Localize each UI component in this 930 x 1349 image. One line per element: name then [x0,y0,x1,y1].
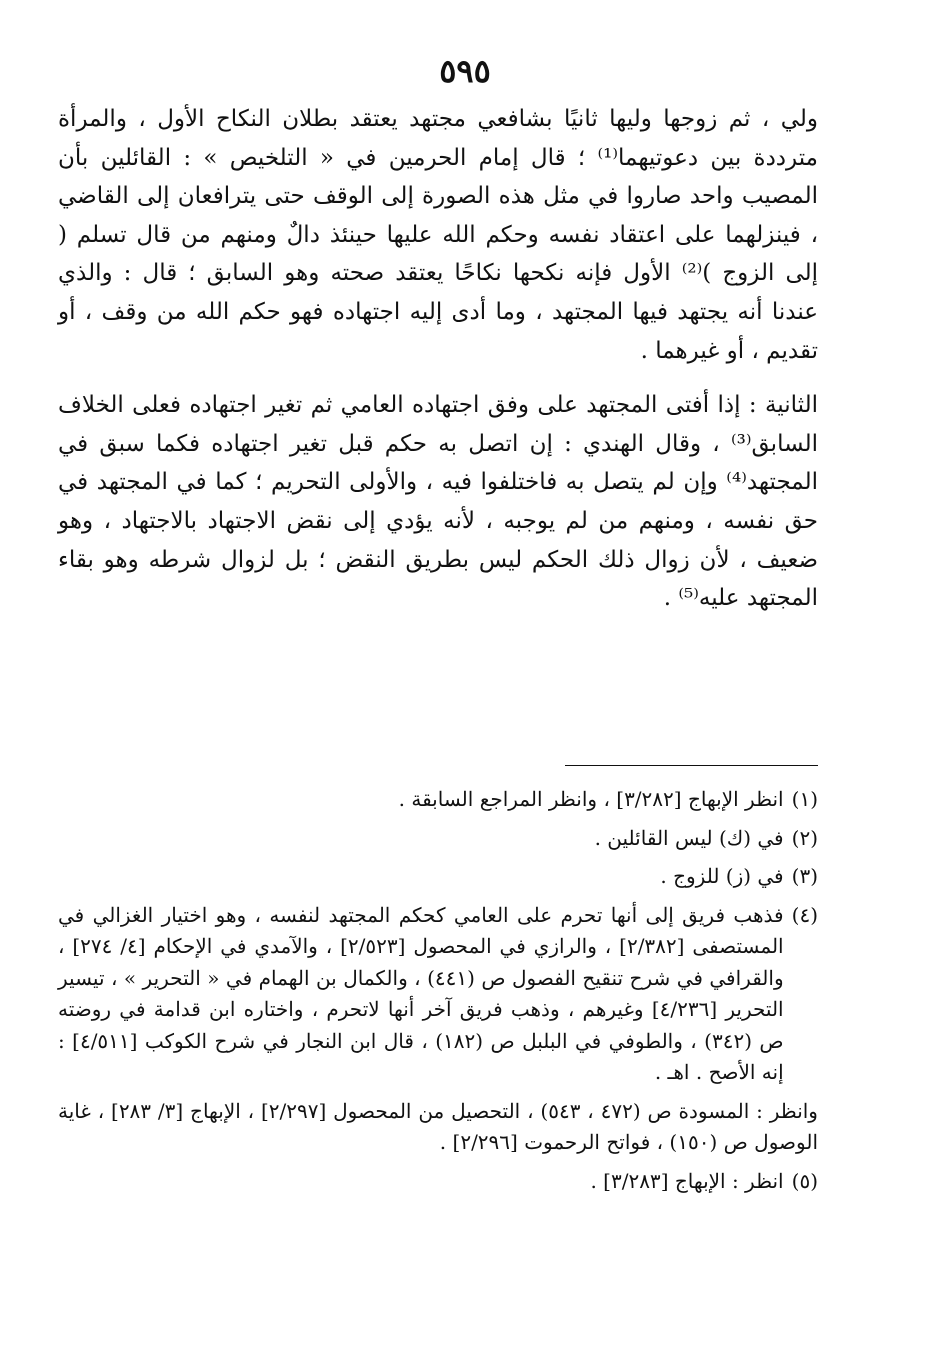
footnote [58,861,818,893]
footnote-continuation: وانظر : المسودة ص (٤٧٢ ، ٥٤٣) ، التحصيل من المحصول [٢/٢٩٧] ، الإبهاج [٣/ ٢٨٣] ، غاية الوصول ص (١٥٠) ، فواتح الرحموت [٢/٢٩٦] . [58,1098,818,1154]
footnote-text: فذهب فريق إلى أنها تحرم على العامي كحكم المجتهد لنفسه ، وهو اختيار الغزالي في المستصفى [٢/٣٨٢] ، والرازي في المحصول [٢/٥٢٣] ، والآمدي في الإحكام [٤/ ٢٧٤] ، والقرافي في شرح تنقيح الفصول ص (٤٤١) ، والكمال بن الهمام في « التحرير » ، تيسير التحرير [٤/٢٣٦] وغيرهم ، وذهب فريق آخر أنها لاتحرم ، واختاره ابن قدامة في روضته ص (٣٤٢) ، والطوفي في البلبل ص (١٨٢) ، قال ابن النجار في شرح الكوكب [٤/٥١١] : إنه الأصح . اهـ . [58,902,784,1084]
footnotes [58,784,818,1204]
footnote-separator [565,765,818,766]
page-number: ٥٩٥ [439,52,491,90]
footnote [58,784,818,816]
footnote [58,823,818,855]
footnote-text: في (ك) ليس القائلين . [594,825,784,850]
footnote-text: في (ز) للزوج . [660,864,784,888]
footnote [58,900,818,1089]
footnote-number: (٤) [791,902,818,927]
paragraph: الثانية : إذا أفتى المجتهد على وفق اجتهاده العامي ثم تغير اجتهاده فعلى الخلاف السابق⁽³⁾ ، وقال الهندي : إن اتصل به حكم قبل تغير اجتهاده فكما سبق في المجتهد⁽⁴⁾ وإن لم يتصل به فاختلفوا فيه ، والأولى التحريم ؛ كما في المجتهد في حق نفسه ، ومنهم من لم يوجبه ، لأنه يؤدي إلى نقض الاجتهاد بالاجتهاد ، وهو ضعيف ، لأن زوال ذلك الحكم ليس بطريق النقض ؛ بل لزوال شرطه وهو بقاء المجتهد عليه⁽⁵⁾ . [58,392,818,612]
footnote-number: (٥) [791,1168,818,1193]
footnote-number: (٢) [791,825,818,850]
footnote-text: انظر : الإبهاج [٣/٢٨٣] . [590,1168,784,1193]
paragraph: ولي ، ثم زوجها وليها ثانيًا بشافعي مجتهد يعتقد بطلان النكاح الأول ، والمرأة مترددة بين دعوتيهما⁽¹⁾ ؛ قال إمام الحرمين في « التلخيص » : القائلين بأن المصيب واحد صاروا في مثل هذه الصورة إلى الوقف حتى يترافعان إلى القاضي ، فينزلهما على اعتقاد نفسه وحكم الله عليها حينئذ دالٌ ومنهم من قال تسلم ( إلى الزوج )⁽²⁾ الأول فإنه نكحها نكاحًا يعتقد صحته وهو السابق ؛ قال : والذي عندنا أنه يجتهد فيها المجتهد ، وما أدى إليه اجتهاده فهو حكم الله من وقف ، أو تقديم ، أو غيرهما . [58,106,819,364]
footnote-text: انظر الإبهاج [٣/٢٨٢] ، وانظر المراجع السابقة . [398,787,784,811]
footnote [58,1166,818,1198]
footnote-number: (٣) [791,864,818,888]
footnote-number: (١) [791,787,818,811]
main-text [58,100,818,618]
